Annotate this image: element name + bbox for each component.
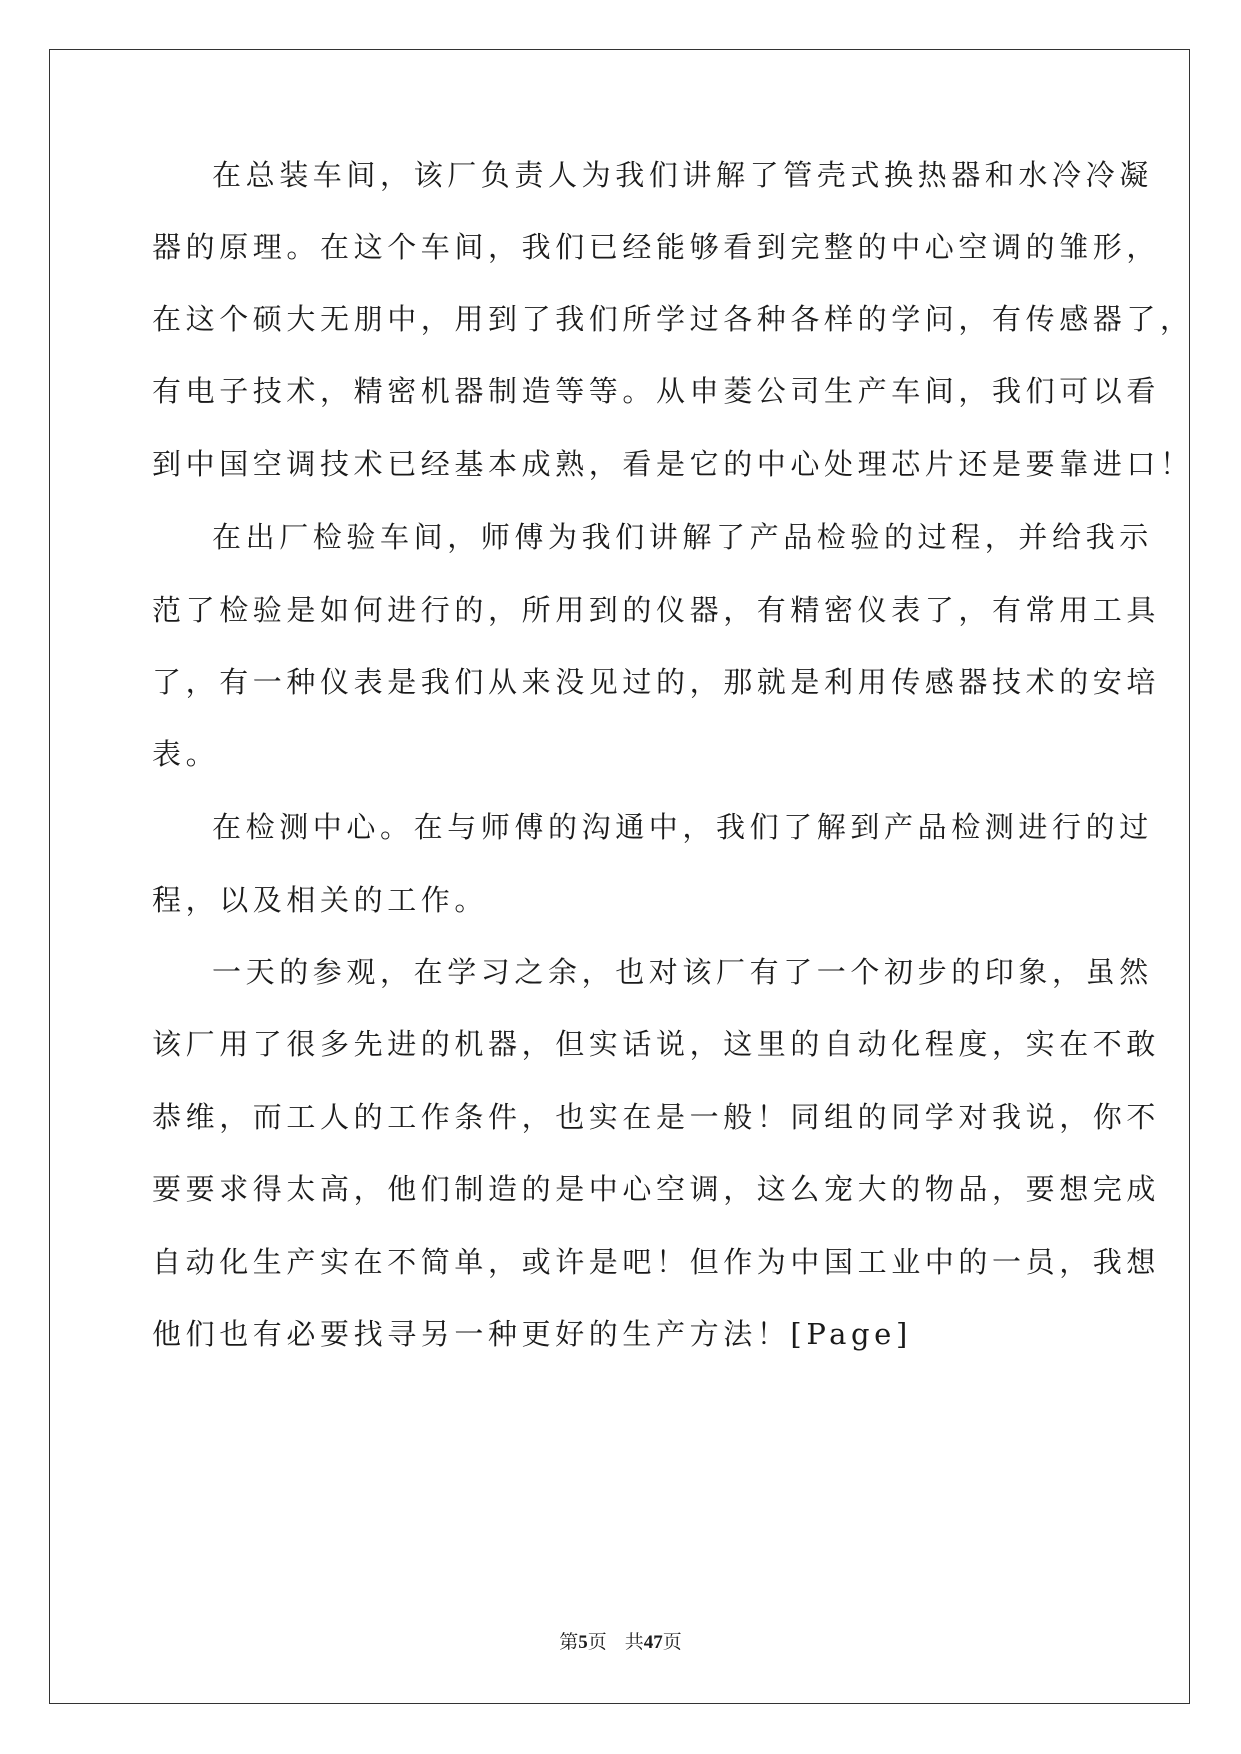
text-line-11: 程，以及相关的工作。 bbox=[152, 883, 489, 917]
text-line-6: 在出厂检验车间，师傅为我们讲解了产品检验的过程，并给我示 bbox=[212, 520, 1153, 554]
text-line-14: 恭维，而工人的工作条件，也实在是一般！同组的同学对我说，你不 bbox=[152, 1100, 1161, 1134]
text-line-16: 自动化生产实在不简单，或许是吧！但作为中国工业中的一员，我想 bbox=[152, 1245, 1161, 1279]
text-line-8: 了，有一种仪表是我们从来没见过的，那就是利用传感器技术的安培 bbox=[152, 665, 1161, 699]
footer-page-prefix: 第 bbox=[559, 1631, 579, 1653]
footer-total-prefix: 共 bbox=[624, 1631, 644, 1653]
text-line-1: 在总装车间，该厂负责人为我们讲解了管壳式换热器和水冷冷凝 bbox=[212, 158, 1153, 192]
text-line-4: 有电子技术，精密机器制造等等。从申菱公司生产车间，我们可以看 bbox=[152, 374, 1161, 408]
footer-total-pages: 47 bbox=[643, 1632, 663, 1653]
page-footer bbox=[0, 1630, 1241, 1655]
page-frame bbox=[49, 49, 1190, 1704]
text-line-17: 他们也有必要找寻另一种更好的生产方法！[Page] bbox=[152, 1317, 912, 1351]
text-line-3: 在这个硕大无朋中，用到了我们所学过各种各样的学问，有传感器了， bbox=[152, 302, 1194, 336]
footer-total-suffix: 页 bbox=[662, 1631, 682, 1653]
footer-page-suffix: 页 bbox=[587, 1631, 607, 1653]
text-line-5: 到中国空调技术已经基本成熟，看是它的中心处理芯片还是要靠进口！ bbox=[152, 447, 1194, 481]
text-line-12: 一天的参观，在学习之余，也对该厂有了一个初步的印象，虽然 bbox=[212, 955, 1153, 989]
text-line-2: 器的原理。在这个车间，我们已经能够看到完整的中心空调的雏形， bbox=[152, 230, 1161, 264]
text-line-7: 范了检验是如何进行的，所用到的仪器，有精密仪表了，有常用工具 bbox=[152, 593, 1161, 627]
footer-page-number: 5 bbox=[578, 1632, 588, 1653]
text-line-13: 该厂用了很多先进的机器，但实话说，这里的自动化程度，实在不敢 bbox=[152, 1027, 1161, 1061]
text-line-15: 要要求得太高，他们制造的是中心空调，这么宠大的物品，要想完成 bbox=[152, 1172, 1161, 1206]
text-line-10: 在检测中心。在与师傅的沟通中，我们了解到产品检测进行的过 bbox=[212, 810, 1153, 844]
text-line-9: 表。 bbox=[152, 737, 220, 771]
